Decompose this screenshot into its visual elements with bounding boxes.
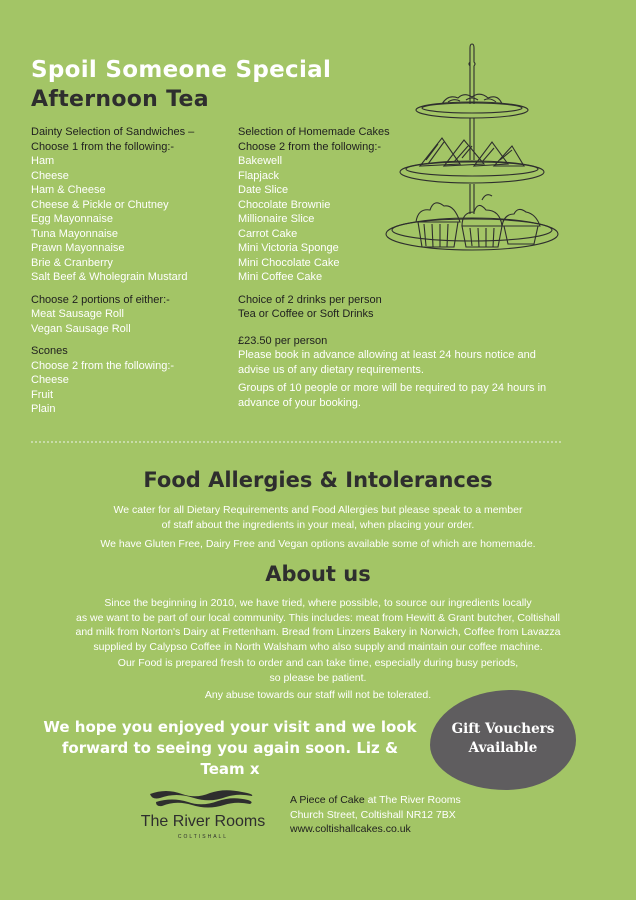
brand-venue: at The River Rooms [364, 794, 461, 806]
list-item: Brie & Cranberry [31, 256, 113, 269]
address-street: Church Street, Coltishall NR12 7BX [290, 808, 456, 821]
list-item: Vegan Sausage Roll [31, 322, 131, 335]
list-item: Mini Victoria Sponge [238, 242, 339, 254]
list-item: Choose 2 from the following:- [31, 359, 175, 372]
about-section [0, 562, 636, 586]
cakes-heading: Selection of Homemade Cakes [238, 126, 390, 138]
scones-heading: Scones [31, 345, 68, 357]
group-note: Groups of 10 people or more will be required to pay 24 hours in [238, 382, 547, 394]
list-item: Meat Sausage Roll [31, 308, 124, 320]
menu-title-line1: Spoil Someone Special [31, 57, 332, 83]
website-link[interactable]: www.coltishallcakes.co.uk [290, 823, 411, 835]
allergies-line: of staff about the ingredients in your meal, when placing your order. [161, 518, 475, 531]
list-item: Ham & Cheese [31, 184, 106, 196]
list-item: Salt Beef & Wholegrain Mustard [31, 271, 188, 283]
list-item: Cheese [31, 169, 69, 182]
sandwiches-subheading: Choose 1 from the following:- [31, 140, 175, 153]
drinks-options: Tea or Coffee or Soft Drinks [238, 308, 374, 320]
allergies-heading: Food Allergies & Intolerances [143, 468, 493, 492]
brand-name: A Piece of Cake [290, 794, 365, 806]
about-heading: About us [265, 562, 371, 586]
about-line: so please be patient. [269, 671, 367, 684]
logo-name: The River Rooms [140, 813, 266, 830]
closing-line: forward to seeing you again soon. Liz & Team x [61, 739, 399, 778]
list-item: Ham [31, 155, 55, 167]
price-label: £23.50 per person [238, 334, 328, 347]
group-note: advance of your booking. [238, 396, 361, 409]
about-line: as we want to be part of our local community. This includes: meat from Hewitt & Grant butcher, Coltishall [76, 611, 560, 624]
sandwiches-heading: Dainty Selection of Sandwiches – [31, 126, 195, 138]
address-brand-line [290, 793, 461, 808]
sausage-heading: Choose 2 portions of either:- [31, 293, 170, 306]
about-line: Any abuse towards our staff will not be tolerated. [204, 689, 432, 701]
list-item: Egg Mayonnaise [31, 213, 113, 225]
gift-vouchers-line: Available [468, 740, 538, 756]
about-line: Our Food is prepared fresh to order and can take time, especially during busy periods, [117, 657, 519, 669]
about-text [0, 596, 636, 703]
list-item: Cheese [31, 374, 69, 386]
list-item: Tuna Mayonnaise [31, 227, 119, 240]
section-divider [31, 441, 561, 443]
allergies-section [0, 468, 636, 492]
closing-line: We hope you enjoyed your visit and we look [43, 718, 417, 736]
gift-vouchers-text [430, 720, 576, 758]
left-menu-column [31, 125, 221, 417]
list-item: Mini Coffee Cake [238, 271, 323, 283]
gift-vouchers-line: Gift Vouchers [451, 721, 555, 737]
about-line: Since the beginning in 2010, we have tried, where possible, to source our ingredients locally [104, 597, 532, 609]
allergies-line: We have Gluten Free, Dairy Free and Vegan options available some of which are homemade. [100, 538, 536, 550]
list-item: Carrot Cake [238, 227, 298, 240]
cakes-subheading: Choose 2 from the following:- [238, 140, 382, 153]
allergies-text [0, 503, 636, 552]
list-item: Date Slice [238, 184, 289, 196]
booking-note: Please book in advance allowing at least 24 hours notice and [238, 349, 536, 361]
allergies-line: We cater for all Dietary Requirements and Food Allergies but please speak to a member [113, 504, 523, 516]
list-item: Mini Chocolate Cake [238, 256, 340, 269]
menu-title-line2: Afternoon Tea [31, 87, 209, 112]
booking-note: advise us of any dietary requirements. [238, 363, 424, 376]
list-item: Flapjack [238, 169, 279, 182]
list-item: Cheese & Pickle or Chutney [31, 198, 169, 211]
list-item: Plain [31, 403, 56, 415]
list-item: Chocolate Brownie [238, 198, 331, 211]
address-block [290, 793, 461, 837]
list-item: Millionaire Slice [238, 213, 315, 225]
list-item: Bakewell [238, 155, 283, 167]
logo-subtitle: COLTISHALL [177, 834, 229, 840]
list-item: Fruit [31, 388, 53, 401]
about-line: supplied by Calypso Coffee in North Walsham who also supply and maintain our coffee machine. [93, 640, 543, 653]
river-waves-logo-icon [130, 788, 276, 812]
closing-message [40, 717, 420, 780]
list-item: Prawn Mayonnaise [31, 242, 125, 254]
about-line: and milk from Norton's Dairy at Frettenham. Bread from Linzers Bakery in Norwich, Coffee from Lavazza [75, 626, 561, 638]
cake-stand-illustration [382, 42, 562, 262]
drinks-heading: Choice of 2 drinks per person [238, 293, 382, 306]
